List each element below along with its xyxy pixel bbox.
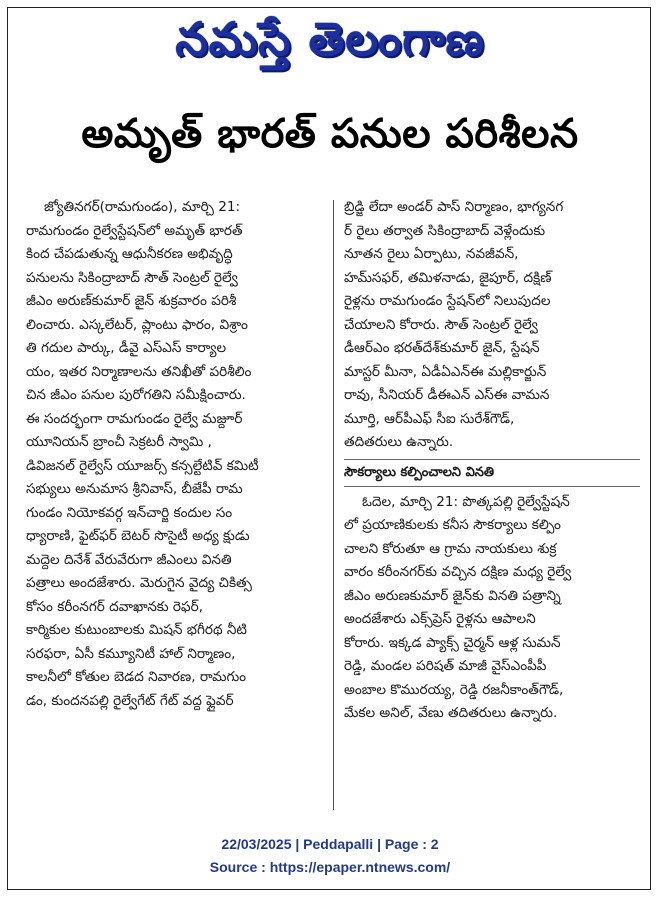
text-line: డీఆర్ఎం భరత్‌దేశ్‌కుమార్ జైన్, స్టేషన్: [344, 340, 540, 356]
text-line: చాలని కోరుతూ ఆ గ్రామ నాయకులు శుక్ర: [344, 540, 557, 557]
text-line: యం, ఇతర నిర్మాణాలను తనిఖీతో పరిశీలిం: [26, 363, 252, 380]
text-line: హమ్‌సఫర్, తమిళనాడు, జైపూర్, దక్షిణ్: [344, 269, 552, 286]
article-body: [26, 196, 638, 826]
text-line: బ్రిడ్జి లేదా అండర్ పాస్ నిర్మాణం, భాగ్యనగ: [344, 199, 564, 215]
text-line: ధ్యారాణి, ఫైట్‌ఫర్ బెటర్ సొసైటీ అధ్య క్షుడు: [26, 528, 250, 544]
text-line: లో ప్రయాణికులకు కనీస సౌకర్యాలు కల్పిం: [344, 517, 561, 533]
text-line: డివిజనల్ రైల్వేస్ యూజర్స్ కన్సల్టేటివ్ కమిటీ: [26, 457, 259, 474]
column-divider: [333, 200, 334, 810]
text-line: చిన జీఎం పనుల పురోగతిని సమీక్షించారు.: [26, 387, 246, 403]
text-line: సరఫరా, ఏసీ కమ్యూనిటీ హాల్ నిర్మాణం,: [26, 645, 236, 662]
masthead-logo: నమస్తే తెలంగాణ: [175, 12, 485, 66]
right-column: [344, 196, 640, 726]
text-line: రామగుండం రైల్వేస్టేషన్‌లో అమృత్ భారత్: [26, 222, 243, 239]
text-line: డం, కుందనపల్లి రైల్వేగేట్ గేట్ వద్ద ఫ్లైవర్: [26, 692, 234, 709]
text-line: కోరారు. ఇక్కడ ప్యాక్స్ చైర్మన్ ఆళ్ల సుమన్: [344, 634, 561, 651]
text-line: నూతన రైలు ఏర్పాటు, నవజీవన్,: [344, 246, 519, 262]
text-line: తదితరులు ఉన్నారు.: [344, 434, 454, 450]
text-line: మాస్టర్ మీనా, ఏడీఏఎన్ఈ మల్లికార్జున్: [344, 363, 547, 380]
footer-source-link[interactable]: Source : https://epaper.ntnews.com/: [209, 859, 451, 875]
text-line: జ్యోతినగర్(రామగుండం), మార్చి 21:: [44, 199, 241, 215]
text-line: తి గదుల పార్కు, డీవై ఎస్ఎస్ కార్యాల: [26, 340, 227, 356]
text-line: మేకల అనిల్, వేణు తదితరులు ఉన్నారు.: [344, 705, 558, 721]
text-line: జీఎం అరుణకుమార్ జైన్‌కు వినతి పత్రాన్ని: [344, 587, 561, 604]
text-line: ఈ సందర్భంగా రామగుండం రైల్వే మజ్దూర్: [26, 410, 243, 427]
text-line: మద్దెల దినేశ్ వేరువేరుగా జీఎంలు వినతి: [26, 551, 232, 568]
text-line: అంబాల కొమురయ్య, రెడ్డి రజనీకాంత్‌గౌడ్,: [344, 681, 564, 698]
text-line: కోసం కరీంనగర్ దవాఖానకు రెఫర్,: [26, 598, 203, 615]
text-line: జీఎం అరుణ్‌కుమార్ జైన్ శుక్రవారం పరిశీ: [26, 293, 237, 309]
text-line: కింద చేపడుతున్న ఆధునీకరణ అభివృద్ధి: [26, 246, 233, 262]
article-headline: అమృత్ భారత్ పనుల పరిశీలన: [81, 111, 579, 157]
text-line: సభ్యులు అనుమాస శ్రీనివాస్, బీజేపీ రామ: [26, 481, 243, 497]
left-column: [26, 196, 322, 713]
text-line: చేయాలని కోరారు. సౌత్ సెంట్రల్ రైల్వే: [344, 316, 538, 333]
text-line: రైళ్లను రామగుండం స్టేషన్‌లో నిలుపుదల: [344, 293, 551, 309]
text-line: రెడ్డి, మండల పరిషత్ మాజీ వైస్ఎంపీపీ: [344, 658, 547, 674]
text-line: గుండం నియోకవర్గ ఇన్‌చార్జి కందుల సం: [26, 504, 233, 521]
text-line: వారం కరీంనగర్‌కు వచ్చిన దక్షిణ మధ్య రైల్వే: [344, 564, 572, 580]
text-line: పత్రాలు అందజేశారు. మెరుగైన వైద్య చికిత్స: [26, 575, 252, 591]
text-line: లించారు. ఎస్కలేటర్, ప్లాంటు ఫారం, విశ్రాం: [26, 316, 248, 333]
text-line: మూర్తి, ఆర్‌పీఎఫ్ సీఐ సురేశ్‌గౌడ్,: [344, 410, 515, 427]
text-line: యూనియన్ బ్రాంచీ సెక్రటరీ స్వామి ,: [26, 434, 212, 450]
footer-date-line: 22/03/2025 | Peddapalli | Page : 2: [221, 836, 439, 852]
sub-headline: సౌకర్యాలు కల్పించాలని వినతి: [344, 459, 640, 487]
text-line: ర్ రైలు తర్వాత సికింద్రాబాద్ వెళ్లేందుకు: [344, 222, 546, 239]
text-line: రావు, సీనియర్ డీఈఎన్ ఎస్ఈ వామన: [344, 387, 550, 403]
text-line: కాలనీలో కోతుల బెడద నివారణ, రామగుం: [26, 669, 247, 685]
text-line: అందజేశారు ఎక్స్‌ప్రెస్ రైళ్లను ఆపాలని: [344, 611, 536, 627]
text-line: పనులను సికింద్రాబాద్ సౌత్ సెంట్రల్ రైల్వే: [26, 269, 238, 286]
text-line: కార్మికుల కుటుంబాలకు మిషన్ భగీరథ నీటి: [26, 622, 247, 638]
text-line: ఓదెల, మార్చి 21: పొత్కపల్లి రైల్వేస్టేషన్: [362, 493, 570, 510]
